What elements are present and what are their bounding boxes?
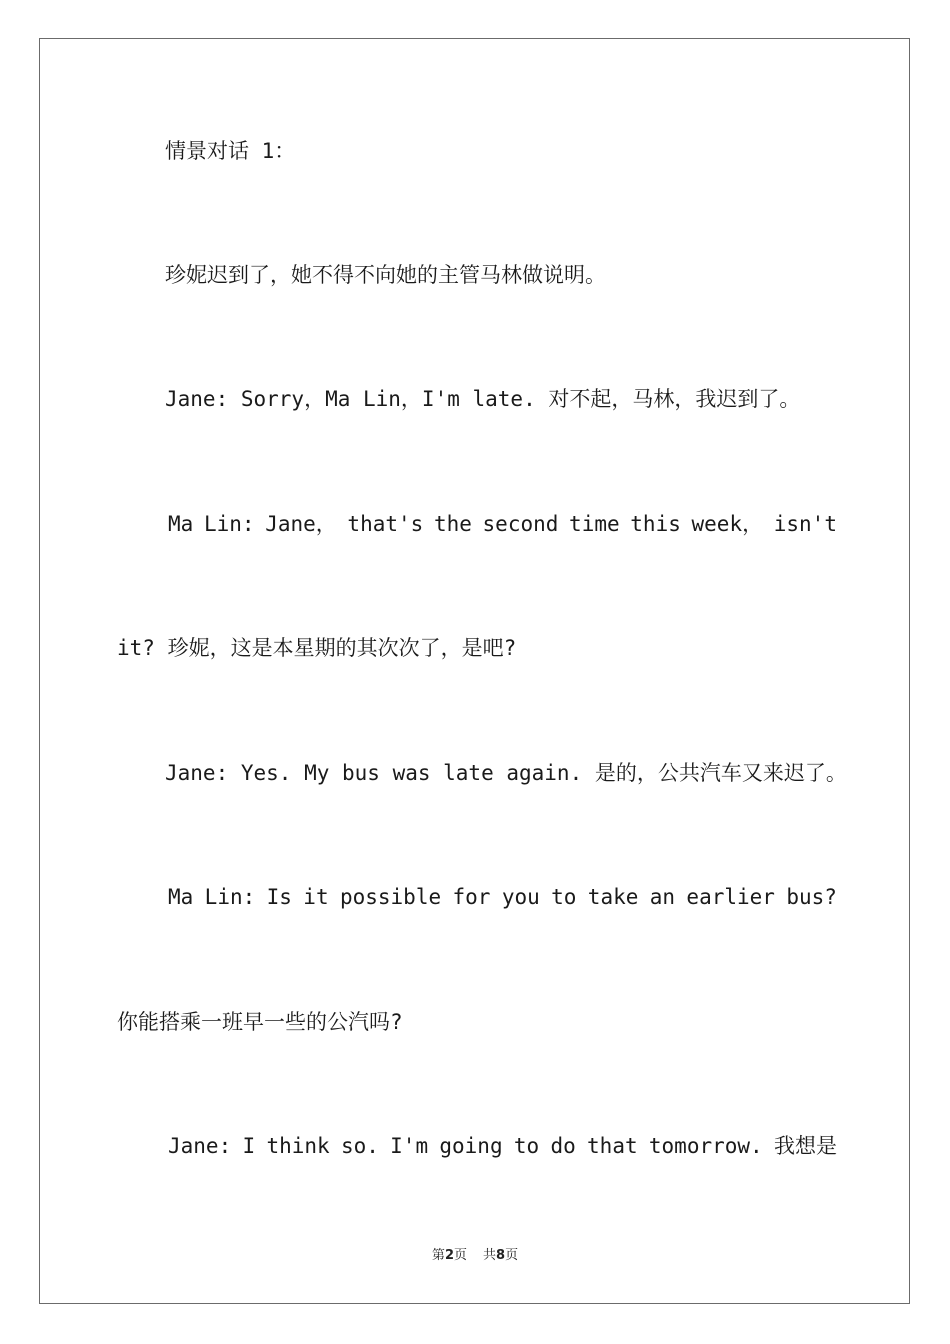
word: do [550, 1134, 576, 1158]
word: time [569, 512, 620, 536]
word: Jane， [265, 512, 337, 536]
word: that's [347, 512, 424, 536]
word: it [303, 885, 329, 909]
word: Ma [168, 885, 194, 909]
footer-page-suffix: 页 [453, 1248, 467, 1263]
word: second [482, 512, 559, 536]
text-line-2: 珍妮迟到了，她不得不向她的主管马林做说明。 [165, 263, 606, 287]
word: 我想是 [773, 1134, 837, 1158]
text-line-5: it? 珍妮，这是本星期的其次次了，是吧? [117, 636, 517, 660]
word: Jane: [168, 1134, 232, 1158]
text-line-9 [117, 1131, 837, 1161]
word: tomorrow. [648, 1134, 763, 1158]
text-line-7 [117, 882, 837, 912]
footer-page-prefix: 第 [431, 1248, 445, 1263]
word: that [587, 1134, 638, 1158]
page-frame [39, 38, 910, 1304]
word: so. [340, 1134, 379, 1158]
text-line-3: Jane: Sorry，Ma Lin，I'm late. 对不起，马林，我迟到了。 [165, 387, 801, 411]
word: you [501, 885, 540, 909]
text-line-1: 情景对话 1： [165, 139, 296, 163]
word: an [649, 885, 676, 909]
text-line-8: 你能搭乘一班早一些的公汽吗? [117, 1010, 403, 1034]
word: to [551, 885, 577, 909]
footer-page-number: 2 [444, 1248, 454, 1263]
word: Ma [168, 512, 194, 536]
word: Is [266, 885, 292, 909]
word: bus? [786, 885, 837, 909]
word: week， [691, 512, 764, 536]
word: Lin: [203, 512, 255, 536]
word: to [513, 1134, 540, 1158]
word: Lin: [204, 885, 256, 909]
text-line-6: Jane: Yes. My bus was late again. 是的，公共汽车又来迟了。 [165, 761, 847, 785]
word: take [587, 885, 639, 909]
word: earlier [686, 885, 775, 909]
word: I'm [390, 1134, 429, 1158]
word: isn't [773, 512, 837, 536]
footer-total-suffix: 页 [505, 1248, 519, 1263]
text-line-4 [117, 509, 837, 539]
word: this [630, 512, 681, 536]
word: going [439, 1134, 503, 1158]
word: the [433, 512, 472, 536]
word: possible [339, 885, 442, 909]
word: for [452, 885, 491, 909]
footer-total-prefix: 共 [483, 1248, 497, 1263]
footer-total-pages: 8 [496, 1248, 506, 1263]
word: I [242, 1134, 256, 1158]
word: think [266, 1134, 330, 1158]
page-footer [0, 1246, 950, 1266]
